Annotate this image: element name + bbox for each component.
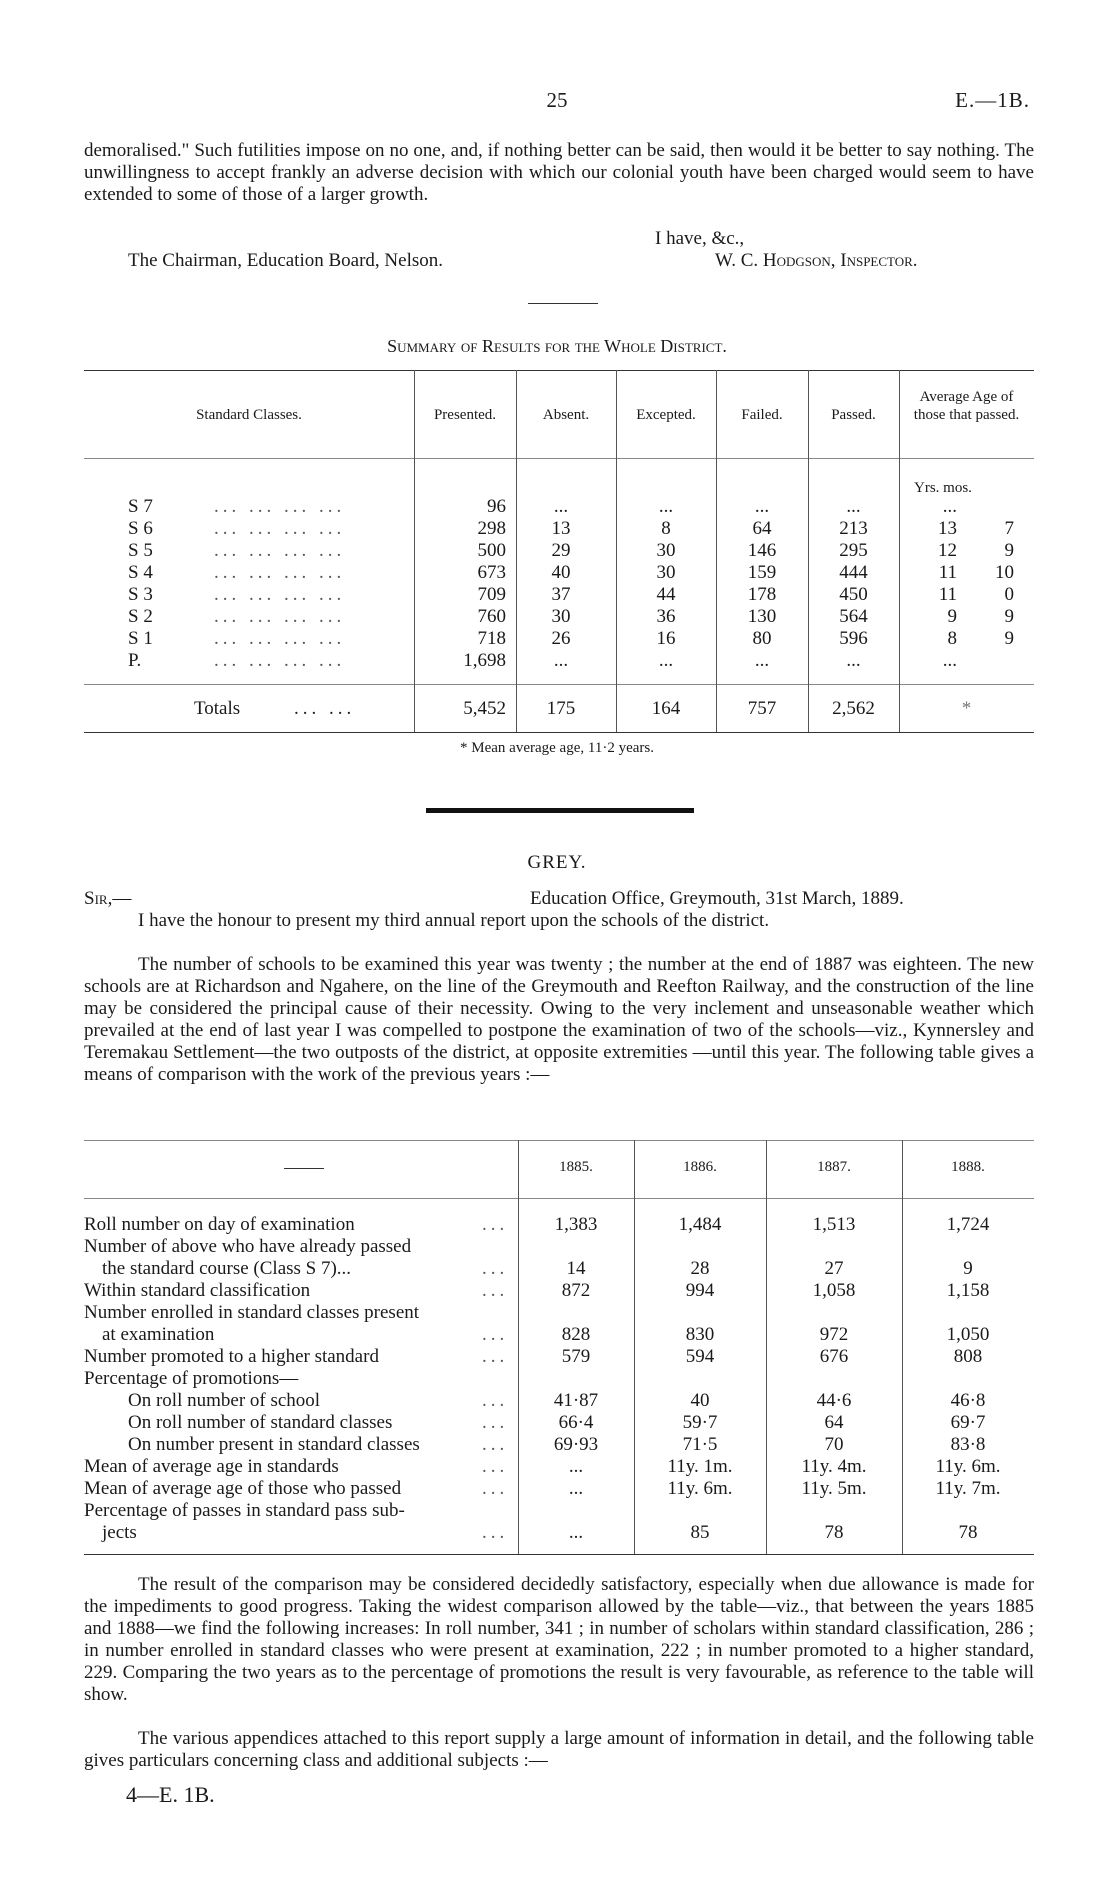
cell-value: 9 xyxy=(963,1258,973,1279)
totals-label: Totals xyxy=(194,698,241,719)
cell-value: 41·87 xyxy=(553,1390,599,1411)
cell-absent: 26 xyxy=(551,628,571,649)
row-label: Number promoted to a higher standard xyxy=(84,1346,379,1367)
grey-paragraph-3: The result of the comparison may be considered decidedly satisfactory, especially when due allowance is made for the impediments to good progress. Taking the widest comparison allowed by the table—viz., that between the years 1885 and 1888—we find the following increases: In roll number, 341 ; in number of scholars within standard classification, 286 ; in number enrolled in standard classes who were present at examination, 222 ; in number promoted to a higher standard, 229. Comparing the two years as to the percentage of promotions the result is very favourable, as reference to the table will show. xyxy=(84,1574,1034,1705)
header-failed: Failed. xyxy=(741,407,783,423)
row-leader: ... xyxy=(482,1522,509,1543)
cell-value: 594 xyxy=(685,1346,715,1367)
row-leader: ... xyxy=(482,1434,509,1455)
cell-value: 28 xyxy=(690,1258,710,1279)
cell-value: 972 xyxy=(819,1324,849,1345)
cell-failed: 159 xyxy=(747,562,777,583)
row-label: Within standard classification xyxy=(84,1280,311,1301)
addressee: The Chairman, Education Board, Nelson. xyxy=(128,250,444,271)
section-divider xyxy=(426,808,694,813)
table-bottom-rule xyxy=(84,732,1034,733)
page-footer: 4—E. 1B. xyxy=(126,1782,215,1807)
cell-excepted: 30 xyxy=(656,540,676,561)
age-units: Yrs. mos. xyxy=(914,480,972,496)
row-label: S 6 xyxy=(128,518,153,539)
totals-passed: 2,562 xyxy=(832,698,875,719)
cell-value: 83·8 xyxy=(950,1434,986,1455)
row-label: at examination xyxy=(102,1324,215,1345)
cell-absent: ... xyxy=(553,496,569,517)
signature: W. C. Hodgson, Inspector. xyxy=(715,250,918,271)
cell-value: 11y. 5m. xyxy=(801,1478,867,1499)
cell-excepted: 36 xyxy=(656,606,676,627)
cell-failed: 178 xyxy=(747,584,777,605)
row-leader: ... xyxy=(482,1456,509,1477)
cell-presented: 709 xyxy=(477,584,506,605)
cell-value: 64 xyxy=(824,1412,844,1433)
cell-value: 11y. 4m. xyxy=(801,1456,867,1477)
cell-excepted: ... xyxy=(658,496,674,517)
totals-excepted: 164 xyxy=(651,698,681,719)
grey-paragraph-2: The number of schools to be examined this year was twenty ; the number at the end of 1887 was eighteen. The new schools are at Richardson and Ngahere, on the line of the Greymouth and Reefton Railway, and the construction of the line may be considered the principal cause of their necessity. Owing to the very inclement and unseasonable weather which prevailed at the end of last year I was compelled to postpone the examination of two of the schools—viz., Kynnersley and Teremakau Settlement—the two outposts of the district, at opposite extremities —until this year. The following table gives a means of comparison with the work of the previous years :— xyxy=(84,954,1034,1085)
cell-value: 78 xyxy=(824,1522,844,1543)
cell-value: 85 xyxy=(690,1522,710,1543)
cell-value: 14 xyxy=(566,1258,586,1279)
row-label: Mean of average age in standards xyxy=(84,1456,339,1477)
row-leader: ... xyxy=(482,1214,509,1235)
cell-age-mos: 9 xyxy=(1004,606,1014,627)
header-average-age: Average Age of those that passed. xyxy=(913,389,1020,423)
totals-age: * xyxy=(961,698,972,719)
cell-presented: 500 xyxy=(477,540,506,561)
cell-value: 1,484 xyxy=(678,1214,722,1235)
cell-passed: 213 xyxy=(839,518,868,539)
cell-value: 1,724 xyxy=(946,1214,990,1235)
cell-absent: 13 xyxy=(551,518,571,539)
cell-presented: 1,698 xyxy=(463,650,506,671)
cell-value: 1,383 xyxy=(554,1214,598,1235)
table-header-rule xyxy=(84,1198,1034,1199)
dateline: Education Office, Greymouth, 31st March, 1889. xyxy=(530,888,904,909)
cell-age-yrs: 13 xyxy=(938,518,957,539)
cell-value: 78 xyxy=(958,1522,978,1543)
cell-absent: 29 xyxy=(551,540,571,561)
header-year-1886: 1886. xyxy=(683,1159,717,1175)
header-year-1888: 1888. xyxy=(951,1159,985,1175)
row-leader: ... xyxy=(482,1346,509,1367)
row-label: S 3 xyxy=(128,584,153,605)
cell-age-yrs: ... xyxy=(942,650,957,671)
cell-value: 69·7 xyxy=(950,1412,986,1433)
cell-value: 44·6 xyxy=(816,1390,852,1411)
row-label: S 4 xyxy=(128,562,153,583)
row-label: S 1 xyxy=(128,628,153,649)
header-presented: Presented. xyxy=(433,407,497,423)
closing-line: I have, &c., xyxy=(655,228,745,249)
cell-presented: 673 xyxy=(477,562,506,583)
cell-value: 11y. 7m. xyxy=(935,1478,1001,1499)
header-year-1887: 1887. xyxy=(817,1159,851,1175)
cell-value: 808 xyxy=(953,1346,983,1367)
row-label: On roll number of school xyxy=(128,1390,321,1411)
cell-value: 69·93 xyxy=(553,1434,599,1455)
cell-value: ... xyxy=(568,1456,584,1477)
totals-leader: ... ... xyxy=(294,698,356,719)
cell-value: 828 xyxy=(561,1324,591,1345)
totals-absent: 175 xyxy=(546,698,576,719)
table-totals-rule xyxy=(84,684,1034,685)
intro-paragraph: demoralised." Such futilities impose on no one, and, if nothing better can be said, then would it be better to say nothing. The unwillingness to accept frankly an adverse decision with which our colonial youth have been charged would seem to have extended to some of those of a larger growth. xyxy=(84,140,1034,205)
cell-value: 676 xyxy=(819,1346,849,1367)
row-leader: ... ... ... ... xyxy=(214,584,346,605)
cell-age-yrs: 11 xyxy=(938,584,957,605)
cell-failed: 130 xyxy=(747,606,777,627)
row-label: S 7 xyxy=(128,496,153,517)
cell-passed: 564 xyxy=(839,606,868,627)
totals-presented: 5,452 xyxy=(463,698,506,719)
cell-age-mos: 9 xyxy=(1004,628,1014,649)
cell-value: 11y. 1m. xyxy=(667,1456,733,1477)
cell-failed: ... xyxy=(754,496,770,517)
row-label: Percentage of passes in standard pass sub- xyxy=(84,1500,405,1521)
row-leader: ... xyxy=(482,1280,509,1301)
row-leader: ... xyxy=(482,1412,509,1433)
summary-footnote: * Mean average age, 11·2 years. xyxy=(460,740,654,756)
cell-value: 1,058 xyxy=(812,1280,856,1301)
cell-value: 994 xyxy=(685,1280,715,1301)
salutation: Sir,— xyxy=(84,888,132,909)
cell-failed: 80 xyxy=(752,628,772,649)
row-leader: ... ... ... ... xyxy=(214,518,346,539)
cell-excepted: ... xyxy=(658,650,674,671)
row-label: On roll number of standard classes xyxy=(128,1412,393,1433)
grey-paragraph-1: I have the honour to present my third annual report upon the schools of the district. xyxy=(138,910,770,931)
row-label: S 5 xyxy=(128,540,153,561)
cell-presented: 718 xyxy=(477,628,506,649)
row-leader: ... ... ... ... xyxy=(214,606,346,627)
header-year-1885: 1885. xyxy=(559,1159,593,1175)
cell-excepted: 8 xyxy=(661,518,671,539)
page-header xyxy=(0,88,1114,118)
cell-value: 1,158 xyxy=(946,1280,990,1301)
grey-paragraph-4: The various appendices attached to this report supply a large amount of information in detail, and the following table gives particulars concerning class and additional subjects :— xyxy=(84,1728,1034,1771)
row-leader: ... xyxy=(482,1258,509,1279)
cell-excepted: 16 xyxy=(656,628,676,649)
cell-value: 46·8 xyxy=(950,1390,986,1411)
row-label: Mean of average age of those who passed xyxy=(84,1478,402,1499)
summary-title: Summary of Results for the Whole District. xyxy=(387,336,727,356)
cell-passed: 444 xyxy=(839,562,868,583)
cell-value: 830 xyxy=(685,1324,715,1345)
cell-passed: 596 xyxy=(839,628,868,649)
cell-value: ... xyxy=(568,1478,584,1499)
cell-value: 1,050 xyxy=(946,1324,990,1345)
cell-passed: ... xyxy=(846,496,861,517)
cell-failed: 146 xyxy=(747,540,777,561)
cell-value: 11y. 6m. xyxy=(667,1478,733,1499)
document-ref: E.—1B. xyxy=(955,88,1030,112)
cell-failed: 64 xyxy=(752,518,772,539)
cell-age-mos: 9 xyxy=(1004,540,1014,561)
cell-value: 11y. 6m. xyxy=(935,1456,1001,1477)
row-label: On number present in standard classes xyxy=(128,1434,420,1455)
cell-age-yrs: 11 xyxy=(938,562,957,583)
cell-absent: 37 xyxy=(551,584,571,605)
row-leader: ... xyxy=(482,1324,509,1345)
cell-age-mos: 7 xyxy=(1004,518,1014,539)
cell-value: 70 xyxy=(824,1434,844,1455)
row-label: S 2 xyxy=(128,606,153,627)
header-excepted: Excepted. xyxy=(636,407,696,423)
row-label: P. xyxy=(128,650,142,671)
table-header-rule xyxy=(84,458,1034,459)
row-leader: ... ... ... ... xyxy=(214,628,346,649)
row-leader: ... ... ... ... xyxy=(214,562,346,583)
cell-age-yrs: 8 xyxy=(947,628,957,649)
header-dash xyxy=(284,1168,324,1169)
header-standard-classes: Standard Classes. xyxy=(196,407,302,423)
table-top-rule xyxy=(84,370,1034,371)
grey-title: GREY. xyxy=(527,852,587,873)
cell-passed: ... xyxy=(846,650,861,671)
cell-value: 579 xyxy=(561,1346,591,1367)
cell-value: 71·5 xyxy=(682,1434,718,1455)
cell-presented: 760 xyxy=(477,606,506,627)
row-leader: ... ... ... ... xyxy=(214,496,346,517)
cell-value: 59·7 xyxy=(682,1412,718,1433)
cell-absent: 40 xyxy=(551,562,571,583)
cell-presented: 96 xyxy=(487,496,506,517)
cell-presented: 298 xyxy=(477,518,506,539)
header-absent: Absent. xyxy=(542,407,590,423)
cell-passed: 450 xyxy=(839,584,868,605)
cell-value: 27 xyxy=(824,1258,844,1279)
cell-passed: 295 xyxy=(839,540,868,561)
cell-value: 1,513 xyxy=(812,1214,856,1235)
cell-age-mos: 0 xyxy=(1004,584,1014,605)
cell-excepted: 30 xyxy=(656,562,676,583)
cell-value: 66·4 xyxy=(558,1412,594,1433)
cell-age-yrs: 9 xyxy=(947,606,957,627)
table-bottom-rule xyxy=(84,1554,1034,1555)
short-divider xyxy=(528,303,598,304)
row-label: Number of above who have already passed xyxy=(84,1236,412,1257)
row-label: Number enrolled in standard classes present xyxy=(84,1302,420,1323)
cell-absent: 30 xyxy=(551,606,571,627)
cell-value: 40 xyxy=(690,1390,710,1411)
cell-value: ... xyxy=(568,1522,584,1543)
page-number: 25 xyxy=(546,88,568,112)
table-top-rule xyxy=(84,1140,1034,1141)
cell-failed: ... xyxy=(754,650,770,671)
cell-absent: ... xyxy=(553,650,569,671)
row-leader: ... xyxy=(482,1478,509,1499)
row-label: jects xyxy=(102,1522,137,1543)
row-leader: ... ... ... ... xyxy=(214,650,346,671)
row-leader: ... xyxy=(482,1390,509,1411)
row-label: Roll number on day of examination xyxy=(84,1214,355,1235)
row-label: Percentage of promotions— xyxy=(84,1368,299,1389)
cell-age-yrs: ... xyxy=(942,496,957,517)
totals-failed: 757 xyxy=(747,698,777,719)
cell-age-mos: 10 xyxy=(995,562,1014,583)
cell-excepted: 44 xyxy=(656,584,676,605)
header-passed: Passed. xyxy=(831,407,876,423)
row-label: the standard course (Class S 7)... xyxy=(102,1258,352,1279)
cell-value: 872 xyxy=(561,1280,591,1301)
row-leader: ... ... ... ... xyxy=(214,540,346,561)
cell-age-yrs: 12 xyxy=(938,540,957,561)
